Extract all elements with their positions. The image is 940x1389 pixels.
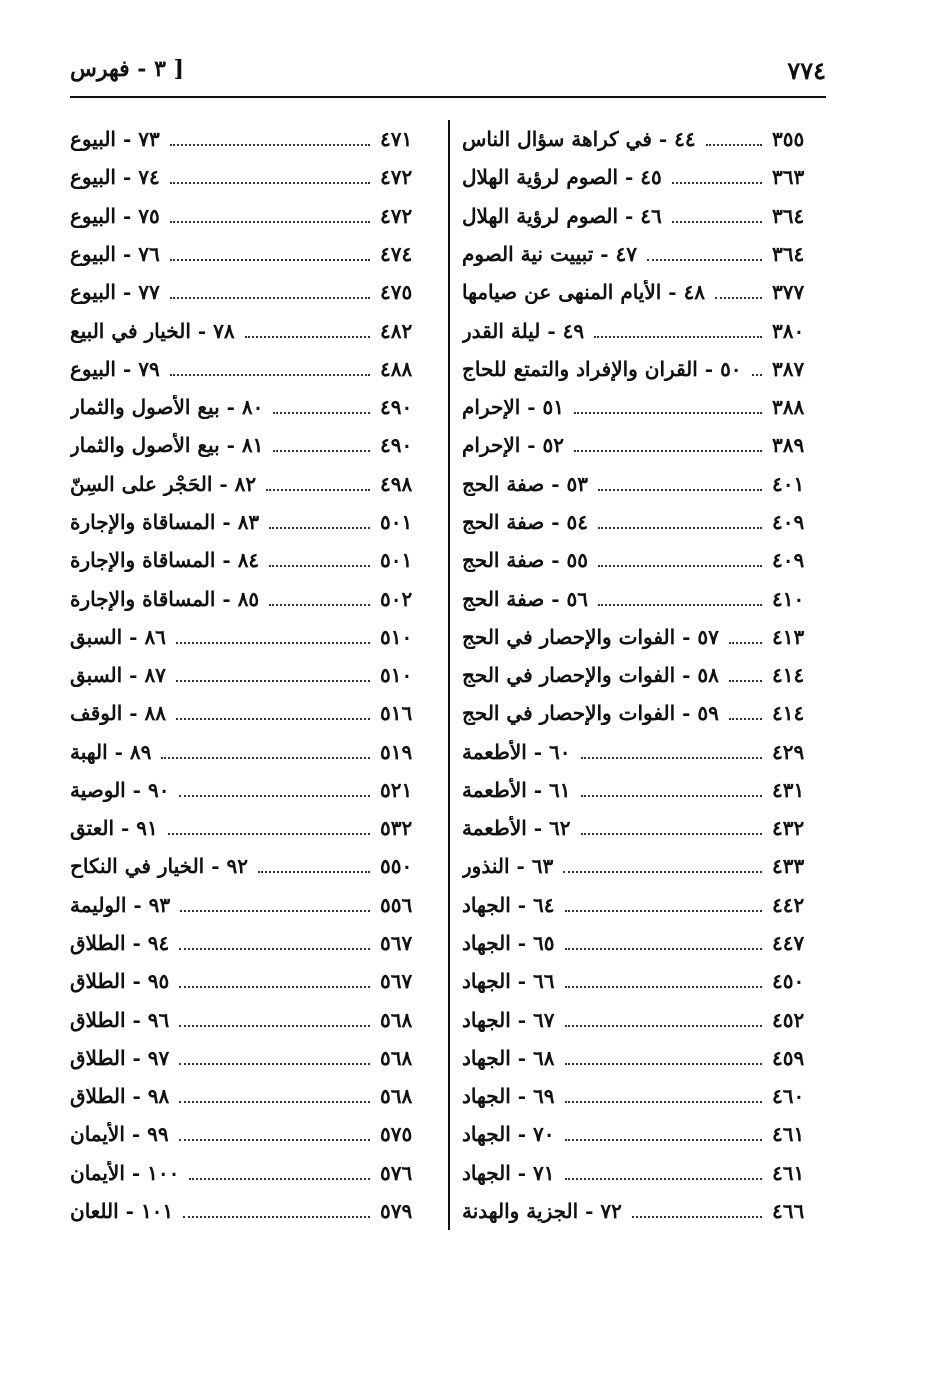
index-entry — [462, 426, 826, 464]
entry-title: ٦٦ - الجهاد — [462, 969, 555, 994]
index-entry — [462, 158, 826, 196]
dot-leader — [672, 221, 762, 223]
index-entry — [462, 1039, 826, 1077]
entry-title: ٩٠ - الوصية — [70, 777, 170, 802]
entry-title: ٤٥ - الصوم لرؤية الهلال — [462, 165, 662, 190]
index-entry — [70, 311, 434, 349]
entry-page-number: ٤٣٣ — [772, 854, 805, 879]
index-entry — [462, 1115, 826, 1153]
entry-title: ١٠١ - اللعان — [70, 1199, 174, 1224]
entry-page-number: ٤٥٠ — [772, 969, 805, 994]
entry-title: ٩٧ - الطلاق — [70, 1045, 170, 1070]
entry-title: ٥٠ - القران والإفراد والتمتع للحاج — [462, 356, 742, 381]
index-entry — [70, 120, 434, 158]
index-entry — [462, 120, 826, 158]
dot-leader — [168, 833, 370, 835]
entry-page-number: ٥٦٨ — [380, 1045, 413, 1070]
dot-leader — [179, 1139, 370, 1141]
index-entry — [462, 465, 826, 503]
entry-title: ٤٨ - الأيام المنهى عن صيامها — [462, 280, 706, 305]
entry-page-number: ٣٨٠ — [772, 318, 805, 343]
entry-page-number: ٥٧٥ — [380, 1122, 413, 1147]
entry-title: ٥٧ - الفوات والإحصار في الحج — [462, 624, 719, 649]
entry-title: ٦٢ - الأطعمة — [462, 816, 571, 841]
entry-title: ٦٤ - الجهاد — [462, 892, 555, 917]
entry-page-number: ٥٦٨ — [380, 1084, 413, 1109]
dot-leader — [574, 450, 762, 452]
entry-page-number: ٥٣٢ — [380, 816, 413, 841]
entry-page-number: ٥٦٧ — [380, 931, 413, 956]
entry-title: ٥٤ - صفة الحج — [462, 509, 588, 534]
dot-leader — [565, 986, 763, 988]
index-entry — [462, 962, 826, 1000]
dot-leader — [273, 450, 370, 452]
dot-leader — [170, 182, 370, 184]
dot-leader — [245, 336, 370, 338]
entry-page-number: ٣٨٩ — [772, 433, 805, 458]
index-entry — [462, 388, 826, 426]
entry-title: ٦٥ - الجهاد — [462, 931, 555, 956]
entry-page-number: ٤٥٩ — [772, 1045, 805, 1070]
dot-leader — [565, 1139, 763, 1141]
dot-leader — [176, 680, 370, 682]
dot-leader — [647, 259, 762, 261]
entry-title: ٦١ - الأطعمة — [462, 777, 571, 802]
entry-page-number: ٤٨٢ — [380, 318, 413, 343]
entry-page-number: ٥٥٦ — [380, 892, 413, 917]
entry-title: ٧٣ - البيوع — [70, 127, 160, 152]
index-entry — [462, 618, 826, 656]
entry-page-number: ٤٤٢ — [772, 892, 805, 917]
entry-title: ٩١ - العتق — [70, 816, 158, 841]
dot-leader — [565, 910, 763, 912]
dot-leader — [598, 565, 762, 567]
entry-title: ٨٥ - المساقاة والإجارة — [70, 586, 260, 611]
index-entry — [70, 579, 434, 617]
entry-title: ٦٧ - الجهاد — [462, 1007, 555, 1032]
dot-leader — [183, 1216, 370, 1218]
dot-leader — [598, 604, 762, 606]
index-column-left — [70, 120, 444, 1230]
entry-page-number: ٤٧٥ — [380, 280, 413, 305]
entry-page-number: ٥١٩ — [380, 739, 413, 764]
index-entry — [70, 1000, 434, 1038]
index-entry — [462, 809, 826, 847]
entry-title: ٦٠ - الأطعمة — [462, 739, 571, 764]
dot-leader — [273, 412, 370, 414]
entry-page-number: ٥٠٢ — [380, 586, 413, 611]
dot-leader — [565, 1063, 763, 1065]
dot-leader — [598, 527, 762, 529]
entry-title: ٨١ - بيع الأصول والثمار — [70, 433, 264, 458]
page-number: ٧٧٤ — [787, 56, 826, 85]
dot-leader — [581, 795, 762, 797]
entry-page-number: ٥٧٦ — [380, 1160, 413, 1185]
entry-page-number: ٣٧٧ — [772, 280, 805, 305]
section-title: [ ٣ - فهرس — [70, 56, 185, 82]
entry-title: ٨٩ - الهبة — [70, 739, 152, 764]
entry-title: ٧٢ - الجزية والهدنة — [462, 1199, 622, 1224]
entry-title: ٨٠ - بيع الأصول والثمار — [70, 395, 264, 420]
dot-leader — [565, 1025, 763, 1027]
dot-leader — [581, 757, 762, 759]
index-entry — [462, 1154, 826, 1192]
dot-leader — [672, 182, 762, 184]
entry-page-number: ٤٧٤ — [380, 241, 413, 266]
index-entry — [70, 1192, 434, 1230]
entry-title: ٤٩ - ليلة القدر — [462, 318, 585, 343]
entry-page-number: ٤٧٢ — [380, 165, 413, 190]
index-entry — [462, 273, 826, 311]
entry-page-number: ٤٢٩ — [772, 739, 805, 764]
entry-page-number: ٤١٠ — [772, 586, 805, 611]
entry-title: ٥١ - الإحرام — [462, 395, 565, 420]
dot-leader — [266, 489, 370, 491]
index-entry — [462, 197, 826, 235]
dot-leader — [729, 718, 762, 720]
entry-page-number: ٥٥٠ — [380, 854, 413, 879]
entry-title: ٤٤ - في كراهة سؤال الناس — [462, 127, 696, 152]
entry-title: ٥٢ - الإحرام — [462, 433, 565, 458]
index-entry — [70, 1115, 434, 1153]
dot-leader — [176, 642, 370, 644]
index-columns — [70, 120, 826, 1230]
dot-leader — [729, 680, 762, 682]
entry-title: ٦٨ - الجهاد — [462, 1045, 555, 1070]
dot-leader — [269, 527, 370, 529]
entry-title: ٧٤ - البيوع — [70, 165, 160, 190]
entry-page-number: ٤٠٩ — [772, 548, 805, 573]
entry-page-number: ٣٨٧ — [772, 356, 805, 381]
index-entry — [462, 656, 826, 694]
entry-title: ٨٨ - الوقف — [70, 701, 166, 726]
dot-leader — [179, 986, 370, 988]
index-entry — [462, 924, 826, 962]
entry-title: ٧٩ - البيوع — [70, 356, 160, 381]
entry-page-number: ٣٦٤ — [772, 241, 805, 266]
entry-title: ٥٨ - الفوات والإحصار في الحج — [462, 663, 719, 688]
index-entry — [462, 579, 826, 617]
entry-title: ٩٩ - الأيمان — [70, 1122, 169, 1147]
entry-page-number: ٥٧٩ — [380, 1199, 413, 1224]
index-entry — [70, 273, 434, 311]
index-entry — [70, 886, 434, 924]
dot-leader — [269, 565, 370, 567]
entry-page-number: ٤٦١ — [772, 1160, 805, 1185]
index-entry — [462, 771, 826, 809]
entry-title: ٥٦ - صفة الحج — [462, 586, 588, 611]
dot-leader — [715, 297, 762, 299]
entry-title: ٩٦ - الطلاق — [70, 1007, 170, 1032]
dot-leader — [179, 948, 370, 950]
entry-page-number: ٤٠١ — [772, 471, 805, 496]
entry-page-number: ٤٩٠ — [380, 395, 413, 420]
dot-leader — [170, 221, 370, 223]
index-entry — [70, 158, 434, 196]
entry-page-number: ٤٨٨ — [380, 356, 413, 381]
index-entry — [70, 1039, 434, 1077]
entry-page-number: ٤٦٦ — [772, 1199, 805, 1224]
entry-page-number: ٤٥٢ — [772, 1007, 805, 1032]
dot-leader — [752, 374, 762, 376]
entry-page-number: ٤٤٧ — [772, 931, 805, 956]
entry-title: ٨٤ - المساقاة والإجارة — [70, 548, 260, 573]
index-entry — [70, 847, 434, 885]
index-entry — [462, 1192, 826, 1230]
entry-title: ٨٦ - السبق — [70, 624, 166, 649]
dot-leader — [179, 1101, 370, 1103]
entry-page-number: ٤٩٠ — [380, 433, 413, 458]
dot-leader — [563, 871, 762, 873]
index-entry — [70, 465, 434, 503]
index-entry — [70, 1077, 434, 1115]
dot-leader — [170, 144, 370, 146]
entry-title: ٥٩ - الفوات والإحصار في الحج — [462, 701, 719, 726]
entry-page-number: ٣٨٨ — [772, 395, 805, 420]
entry-title: ٩٨ - الطلاق — [70, 1084, 170, 1109]
index-entry — [70, 426, 434, 464]
entry-title: ٧٥ - البيوع — [70, 203, 160, 228]
entry-title: ٧٨ - الخيار في البيع — [70, 318, 235, 343]
dot-leader — [565, 1178, 763, 1180]
dot-leader — [598, 489, 762, 491]
entry-page-number: ٤١٤ — [772, 701, 805, 726]
entry-title: ٩٤ - الطلاق — [70, 931, 170, 956]
index-entry — [462, 1000, 826, 1038]
column-divider — [448, 120, 450, 1230]
dot-leader — [565, 1101, 763, 1103]
dot-leader — [258, 871, 370, 873]
entry-page-number: ٥٢١ — [380, 777, 413, 802]
entry-title: ٧٧ - البيوع — [70, 280, 160, 305]
entry-page-number: ٥٠١ — [380, 509, 413, 534]
entry-page-number: ٣٦٣ — [772, 165, 805, 190]
page-header — [70, 52, 826, 98]
entry-page-number: ٤٧١ — [380, 127, 413, 152]
index-entry — [70, 541, 434, 579]
entry-title: ٧٦ - البيوع — [70, 241, 160, 266]
entry-page-number: ٤١٣ — [772, 624, 805, 649]
dot-leader — [632, 1216, 762, 1218]
dot-leader — [180, 910, 370, 912]
entry-title: ٩٣ - الوليمة — [70, 892, 171, 917]
entry-title: ٥٥ - صفة الحج — [462, 548, 588, 573]
entry-title: ٦٣ - النذور — [462, 854, 554, 879]
index-entry — [462, 694, 826, 732]
index-entry — [462, 847, 826, 885]
entry-page-number: ٣٦٤ — [772, 203, 805, 228]
index-entry — [70, 197, 434, 235]
entry-page-number: ٤٣١ — [772, 777, 805, 802]
index-column-right — [454, 120, 826, 1230]
entry-page-number: ٥٦٧ — [380, 969, 413, 994]
index-entry — [70, 809, 434, 847]
index-entry — [70, 350, 434, 388]
dot-leader — [161, 757, 370, 759]
index-entry — [462, 235, 826, 273]
index-entry — [462, 311, 826, 349]
entry-title: ٨٧ - السبق — [70, 663, 166, 688]
entry-title: ٧١ - الجهاد — [462, 1160, 555, 1185]
entry-page-number: ٤٧٢ — [380, 203, 413, 228]
index-entry — [70, 503, 434, 541]
dot-leader — [176, 718, 370, 720]
index-entry — [70, 733, 434, 771]
dot-leader — [729, 642, 762, 644]
dot-leader — [574, 412, 762, 414]
entry-title: ٩٥ - الطلاق — [70, 969, 170, 994]
entry-page-number: ٣٥٥ — [772, 127, 805, 152]
index-entry — [462, 503, 826, 541]
entry-title: ٩٢ - الخيار في النكاح — [70, 854, 248, 879]
entry-page-number: ٤١٤ — [772, 663, 805, 688]
entry-page-number: ٥١٠ — [380, 624, 413, 649]
entry-title: ٥٣ - صفة الحج — [462, 471, 588, 496]
index-entry — [70, 962, 434, 1000]
index-entry — [462, 1077, 826, 1115]
entry-page-number: ٥١٠ — [380, 663, 413, 688]
entry-page-number: ٤٩٨ — [380, 471, 413, 496]
index-entry — [462, 541, 826, 579]
entry-page-number: ٥٦٨ — [380, 1007, 413, 1032]
entry-page-number: ٤٠٩ — [772, 509, 805, 534]
entry-title: ٤٧ - تبييت نية الصوم — [462, 241, 637, 266]
index-entry — [70, 694, 434, 732]
entry-title: ٨٢ - الحَجْر على السِنّ — [70, 471, 257, 496]
entry-page-number: ٤٦١ — [772, 1122, 805, 1147]
dot-leader — [581, 833, 762, 835]
dot-leader — [706, 144, 762, 146]
entry-page-number: ٤٦٠ — [772, 1084, 805, 1109]
index-entry — [70, 388, 434, 426]
index-entry — [462, 733, 826, 771]
entry-title: ٨٣ - المساقاة والإجارة — [70, 509, 260, 534]
dot-leader — [594, 336, 762, 338]
index-entry — [70, 618, 434, 656]
entry-title: ١٠٠ - الأيمان — [70, 1160, 180, 1185]
dot-leader — [179, 795, 370, 797]
entry-title: ٤٦ - الصوم لرؤية الهلال — [462, 203, 662, 228]
dot-leader — [179, 1063, 370, 1065]
dot-leader — [189, 1178, 370, 1180]
entry-title: ٧٠ - الجهاد — [462, 1122, 555, 1147]
index-entry — [462, 886, 826, 924]
dot-leader — [269, 604, 370, 606]
entry-page-number: ٤٣٢ — [772, 816, 805, 841]
index-entry — [70, 1154, 434, 1192]
index-entry — [70, 235, 434, 273]
index-entry — [462, 350, 826, 388]
dot-leader — [179, 1025, 370, 1027]
index-entry — [70, 924, 434, 962]
dot-leader — [170, 297, 370, 299]
index-entry — [70, 771, 434, 809]
dot-leader — [565, 948, 763, 950]
dot-leader — [170, 259, 370, 261]
dot-leader — [170, 374, 370, 376]
entry-page-number: ٥١٦ — [380, 701, 413, 726]
entry-title: ٦٩ - الجهاد — [462, 1084, 555, 1109]
index-entry — [70, 656, 434, 694]
entry-page-number: ٥٠١ — [380, 548, 413, 573]
